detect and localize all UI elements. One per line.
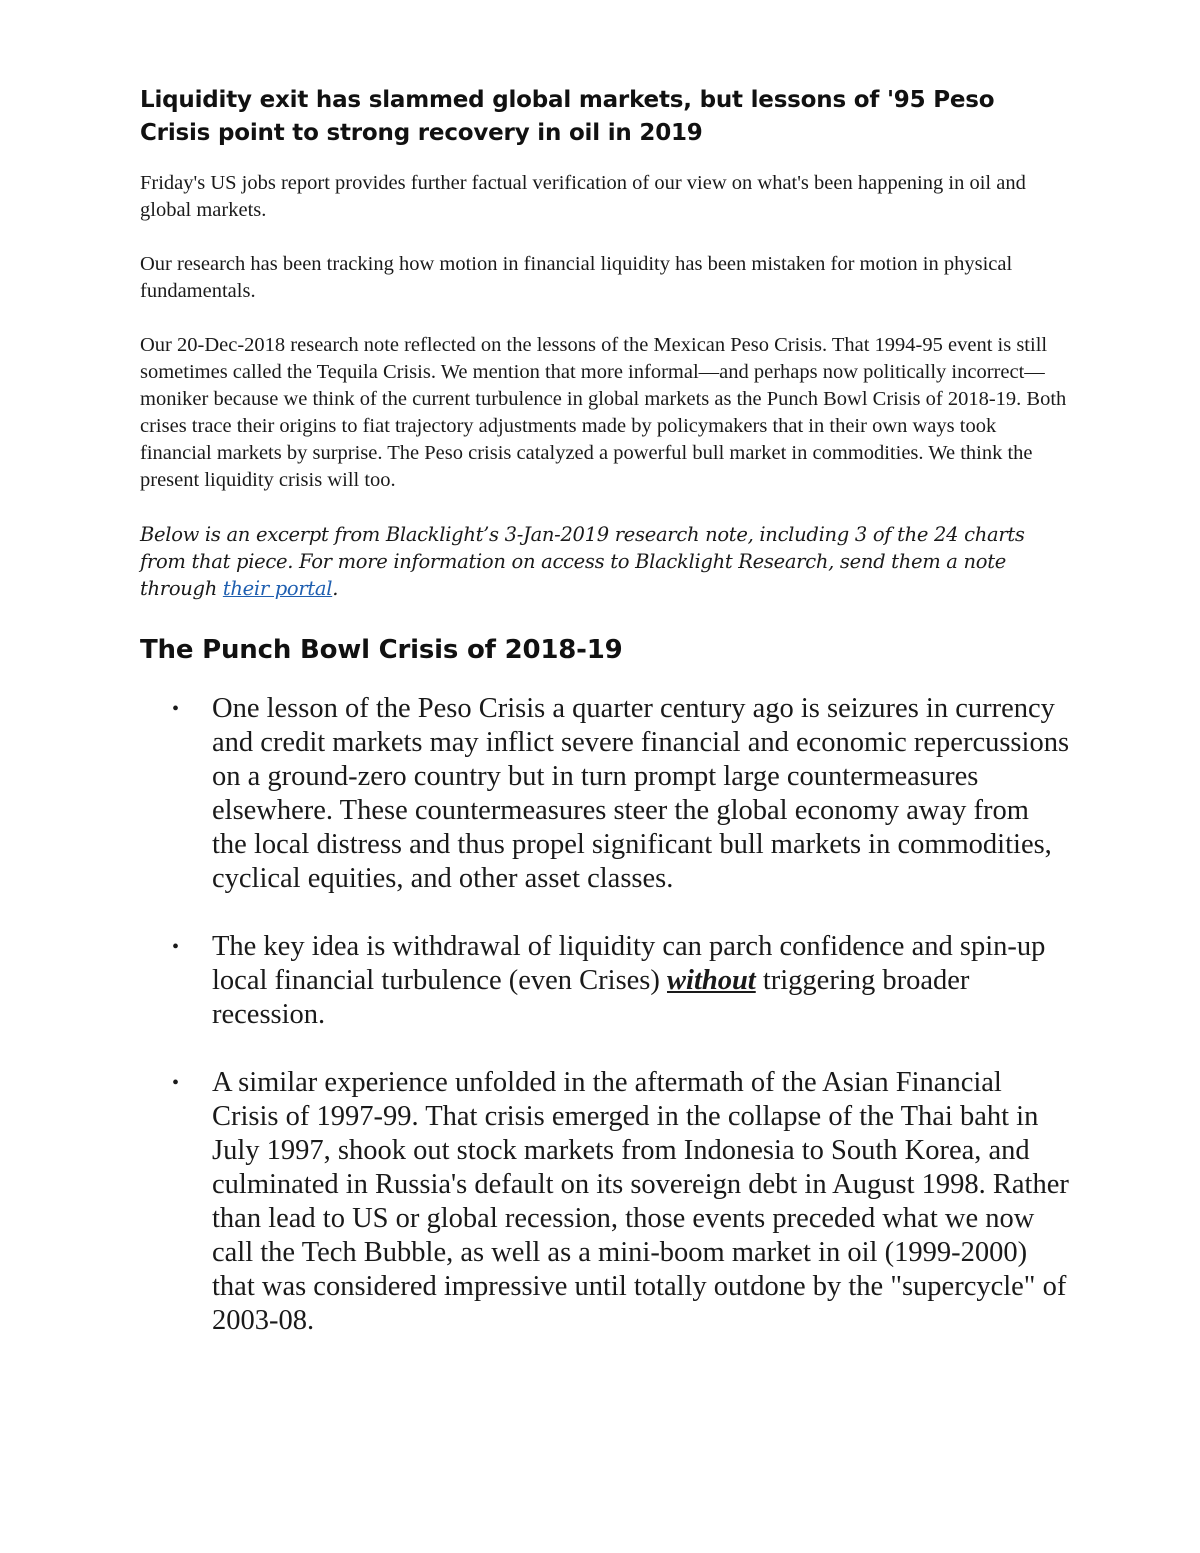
- bullet-item-key-idea: [140, 930, 1070, 1032]
- bullet-icon: •: [172, 1072, 180, 1094]
- bullet-list: [140, 692, 1070, 1338]
- paragraph-peso-crisis: Our 20-Dec-2018 research note reflected on the lessons of the Mexican Peso Crisis. That 1994-95 event is still sometimes called the Tequila Crisis. We mention that more informal—and perhaps now politically incorrect—moniker because we think of the current turbulence in global markets as the Punch Bowl Crisis of 2018-19. Both crises trace their origins to fiat trajectory adjustments made by policymakers that in their own ways took financial markets by surprise. The Peso crisis catalyzed a powerful bull market in commodities. We think the present liquidity crisis will too.: [140, 334, 1067, 491]
- bullet-text-after: triggering broader recession.: [212, 965, 970, 1030]
- bullet-text-before: The key idea is withdrawal of liquidity can parch confidence and spin-up local financial turbulence (even Crises): [212, 931, 1046, 996]
- portal-link[interactable]: their portal: [222, 577, 333, 600]
- document-content: [140, 84, 1070, 1372]
- bullet-icon: •: [172, 698, 180, 720]
- paragraph-research-tracking: Our research has been tracking how motion in financial liquidity has been mistaken for motion in physical fundamentals.: [140, 253, 1013, 302]
- excerpt-text: Below is an excerpt from Blacklight’s 3-Jan-2019 research note, including 3 of the 24 charts from that piece. For more information on access to Blacklight Research, send them a note through: [140, 523, 1025, 600]
- bullet-icon: •: [172, 936, 180, 958]
- bullet-text: One lesson of the Peso Crisis a quarter century ago is seizures in currency and credit markets may inflict severe financial and economic repercussions on a ground-zero country but in turn prompt large countermeasures elsewhere. These countermeasures steer the global economy away from the local distress and thus propel significant bull markets in commodities, cyclical equities, and other asset classes.: [212, 693, 1070, 894]
- bullet-emphasis: without: [667, 965, 756, 996]
- bullet-text: A similar experience unfolded in the aftermath of the Asian Financial Crisis of 1997-99. That crisis emerged in the collapse of the Thai baht in July 1997, shook out stock markets from Indonesia to South Korea, and culminated in Russia's default on its sovereign debt in August 1998. Rather than lead to US or global recession, those events preceded what we now call the Tech Bubble, as well as a mini-boom market in oil (1999-2000) that was considered impressive until totally outdone by the "supercycle" of 2003-08.: [212, 1067, 1069, 1336]
- excerpt-trailing: .: [332, 577, 339, 600]
- bullet-item-asian-crisis: [140, 1066, 1070, 1338]
- section-heading: The Punch Bowl Crisis of 2018-19: [140, 635, 623, 665]
- excerpt-paragraph: [140, 521, 1070, 602]
- document-title: Liquidity exit has slammed global markets, but lessons of '95 Peso Crisis point to strong recovery in oil in 2019: [140, 87, 995, 146]
- paragraph-jobs-report: Friday's US jobs report provides further factual verification of our view on what's been happening in oil and global markets.: [140, 172, 1026, 221]
- bullet-item-peso-lesson: [140, 692, 1070, 896]
